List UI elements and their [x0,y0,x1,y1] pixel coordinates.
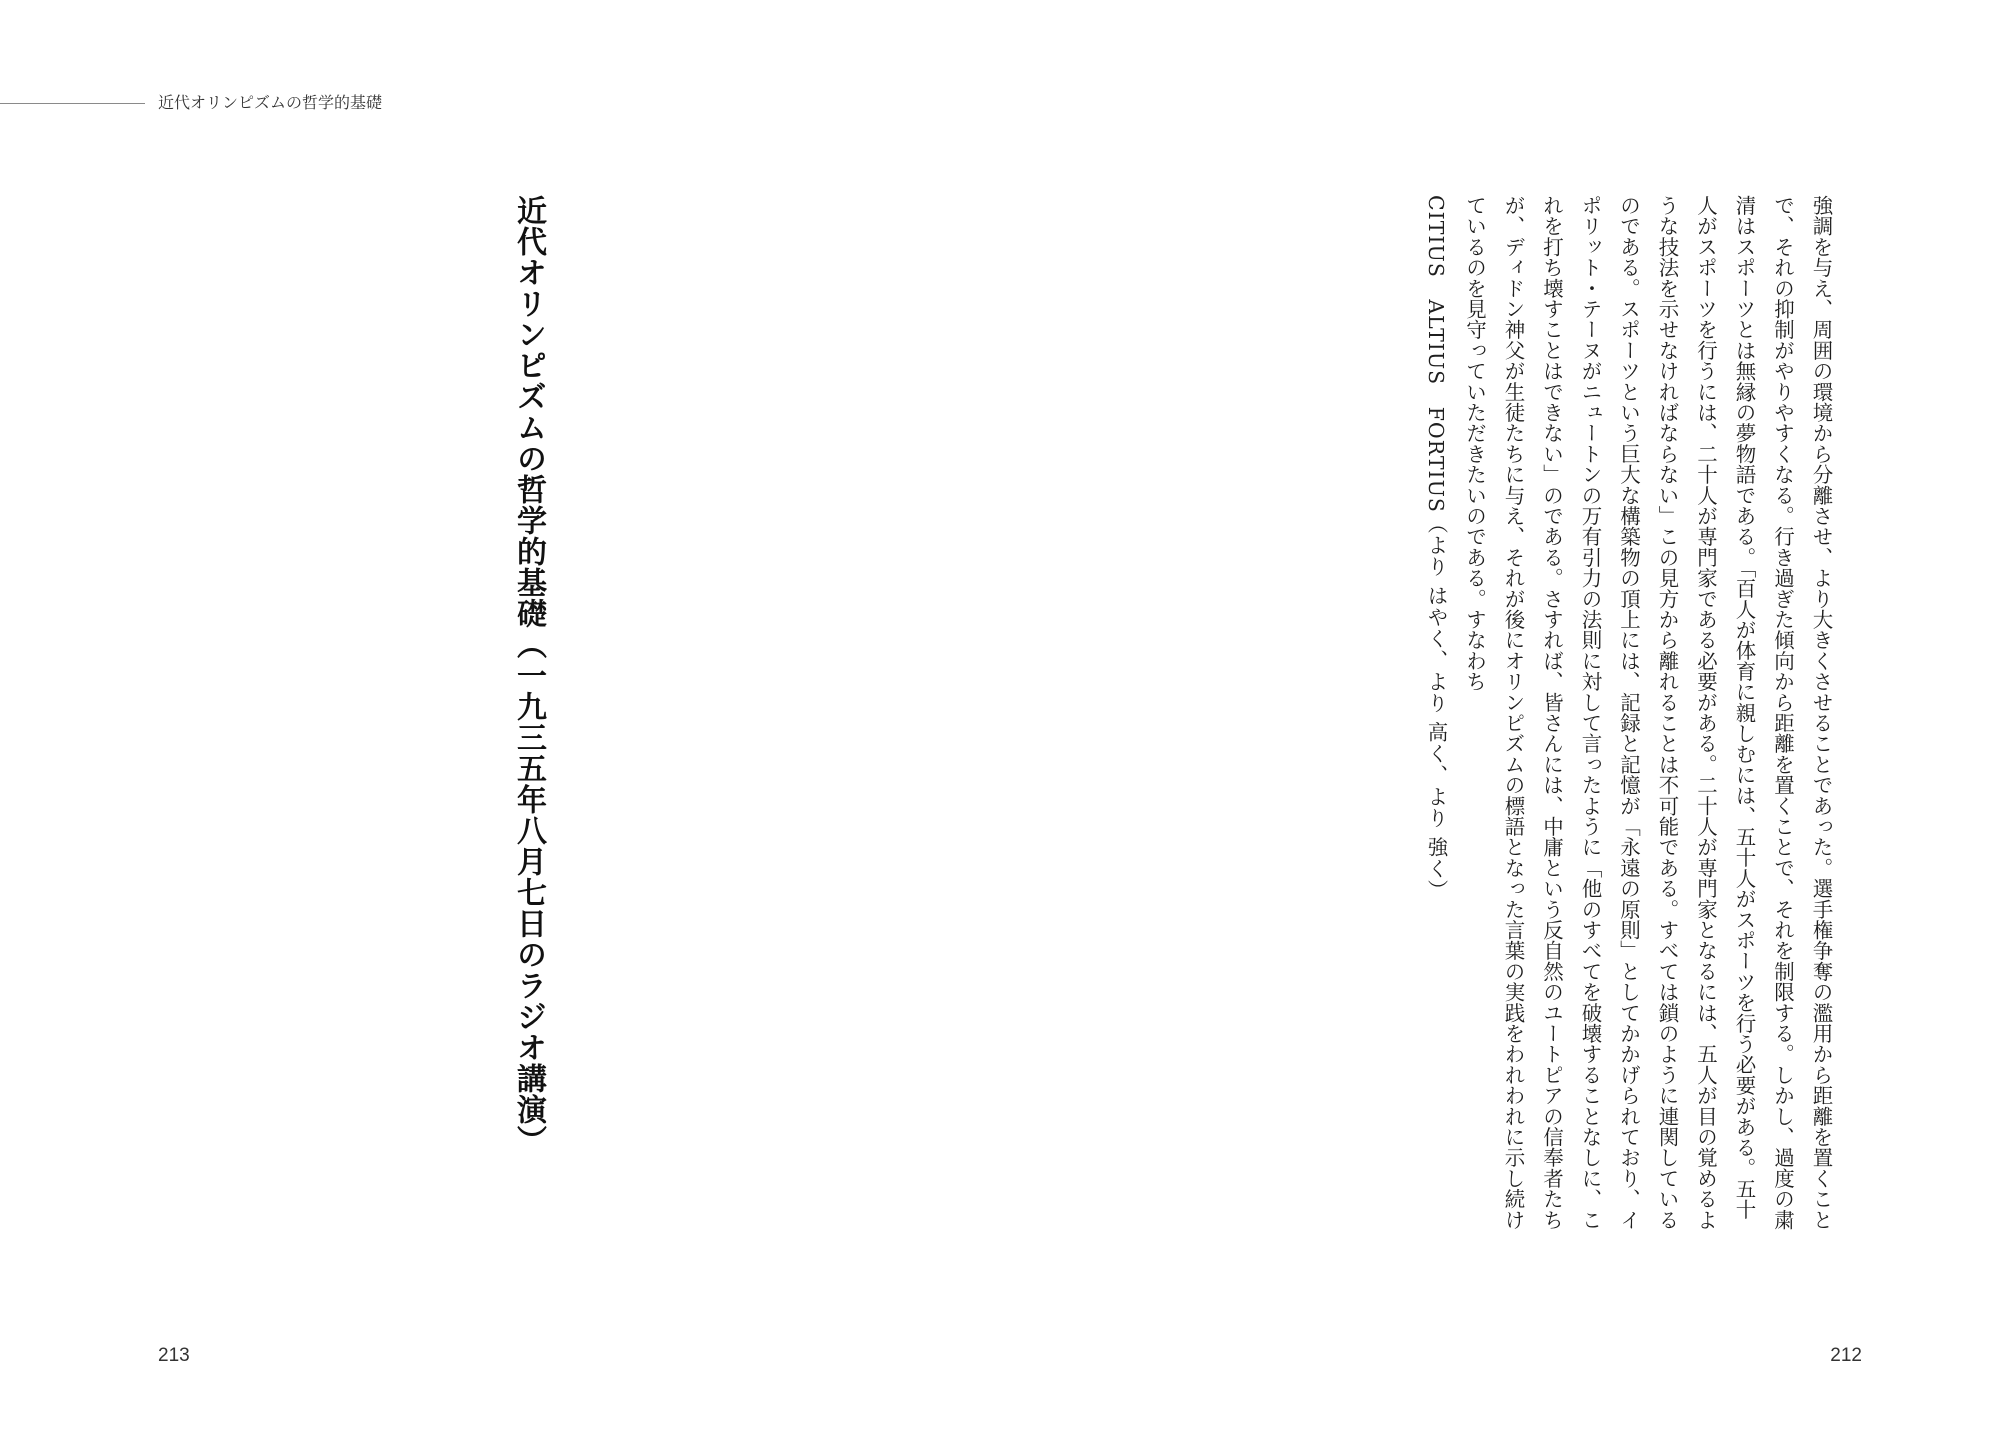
running-head: 近代オリンピズムの哲学的基礎 [158,93,383,112]
page-number-left: 213 [158,1345,190,1366]
text-column: が、ディドン神父が生徒たちに与え、それが後にオリンピズムの標語となった言葉の実践をわれわれに示し続け [1501,195,1525,1230]
text-column: のである。スポーツという巨大な構築物の頂上には、記録と記憶が「永遠の原則」としてかかげられており、イ [1616,195,1641,1230]
text-column: れを打ち壊すことはできない」のである。さすれば、皆さんには、中庸という反自然のユートピアの信奉者たち [1539,195,1564,1230]
olympic-motto: CITIUS ALTIUS FORTIUS（より はやく、より 高く、より 強く） [1424,195,1448,901]
text-column: 清はスポーツとは無縁の夢物語である。「百人が体育に親しむには、五十人がスポーツを行う必要がある。五十 [1732,195,1756,1220]
chapter-title: 近代オリンピズムの哲学的基礎（一九三五年八月七日のラジオ講演） [511,195,546,1156]
body-text [1417,195,1841,1335]
text-column: で、それの抑制がやりやすくなる。行き過ぎた傾向から距離を置くことで、それを制限する。しかし、過度の粛 [1770,195,1795,1230]
text-column: ポリット・テーヌがニュートンの万有引力の法則に対して言ったように「他のすべてを破壊することなしに、こ [1578,195,1602,1230]
page-number-right: 212 [1830,1345,1862,1366]
text-column: 人がスポーツを行うには、二十人が専門家である必要がある。二十人が専門家となるには、五人が目の覚めるよ [1693,195,1718,1230]
text-column: うな技法を示せなければならない」この見方から離れることは不可能である。すべては鎖のように連関している [1655,195,1679,1230]
text-column: 強調を与え、周囲の環境から分離させ、より大きくさせることであった。選手権争奪の濫用から距離を置くこと [1809,195,1833,1230]
text-column: ているのを見守っていただきたいのである。すなわち [1462,195,1487,692]
running-head-rule [0,103,145,104]
